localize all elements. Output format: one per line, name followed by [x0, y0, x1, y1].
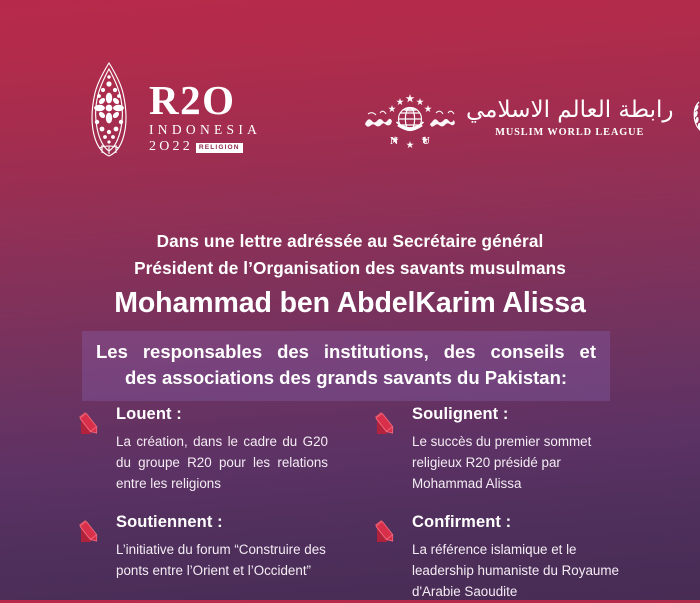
mwl-english-name: MUSLIM WORLD LEAGUE	[466, 127, 674, 138]
r20-year-row	[149, 139, 261, 155]
statement-title: Soulignent :	[412, 405, 670, 424]
nu-letter-u: U	[422, 135, 430, 147]
r20-religion-badge: RELIGION	[196, 143, 243, 153]
statement-block	[78, 404, 374, 494]
statement-text: L’initiative du forum “Construire des ponts entre l’Orient et l’Occident”	[116, 540, 328, 582]
globe-laurel-wreath-icon	[688, 96, 700, 140]
statement-title: Soutiennent :	[116, 513, 374, 532]
statement-text: Le succès du premier sommet religieux R20 présidé par Mohammad Alissa	[412, 432, 624, 494]
nahdlatul-ulama-globe-icon	[362, 92, 458, 150]
headings-block	[0, 228, 700, 320]
statement-body	[116, 404, 374, 494]
r20-wordmark	[149, 60, 261, 155]
pen-icon	[374, 512, 400, 602]
statement-text: La référence islamique et le leadership humaniste du Royaume d'Arabie Saoudite	[412, 540, 624, 602]
statement-text: La création, dans le cadre du G20 du groupe R20 pour les relations entre les religions	[116, 432, 328, 494]
batik-ornament-icon	[78, 60, 140, 160]
statement-title: Louent :	[116, 405, 374, 424]
heading-line-1: Dans une lettre adréssée au Secrétaire général	[0, 228, 700, 255]
r20-logo	[78, 60, 261, 160]
subtitle-banner	[82, 331, 610, 401]
statement-grid	[78, 404, 674, 603]
heading-line-2: Président de l’Organisation des savants musulmans	[0, 255, 700, 282]
pen-icon	[78, 404, 104, 494]
page-title: Mohammad ben AbdelKarim Alissa	[0, 287, 700, 320]
statement-block	[374, 404, 670, 494]
logo-bar	[0, 0, 700, 190]
statement-block	[78, 512, 374, 602]
banner-line-1: Les responsables des institutions, des conseils et	[96, 339, 596, 365]
nu-letter-n: N	[390, 135, 398, 147]
mwl-arabic-name: رابطة العالم الاسلامي	[466, 98, 674, 123]
r20-title: R2O	[149, 82, 261, 120]
statement-block	[374, 512, 670, 602]
pen-icon	[78, 512, 104, 602]
mwl-text	[466, 98, 674, 138]
statement-body	[116, 512, 374, 602]
pen-icon	[374, 404, 400, 494]
r20-subtitle: INDONESIA	[149, 122, 261, 138]
r20-year: 2O22	[149, 139, 193, 155]
nu-logo	[362, 92, 458, 150]
banner-line-2: des associations des grands savants du Pakistan:	[96, 365, 596, 391]
muslim-world-league-logo	[466, 96, 700, 140]
statement-body	[412, 404, 670, 494]
statement-title: Confirment :	[412, 513, 670, 532]
statement-body	[412, 512, 670, 602]
